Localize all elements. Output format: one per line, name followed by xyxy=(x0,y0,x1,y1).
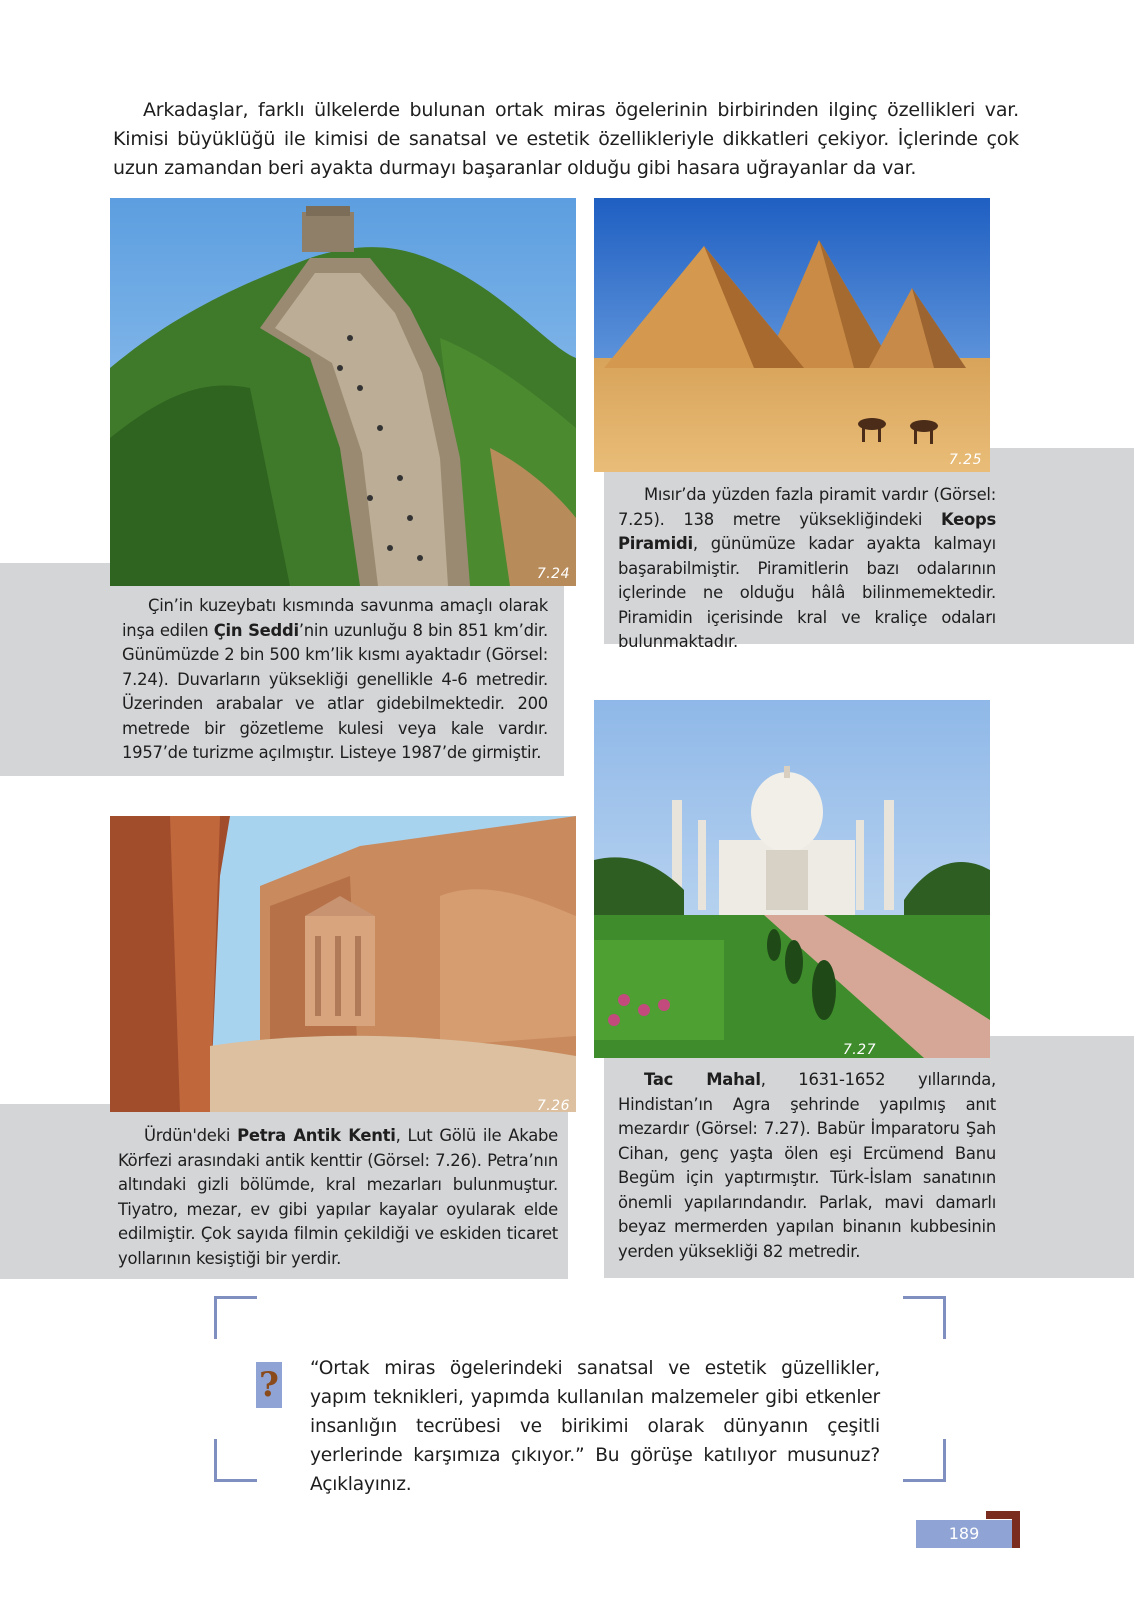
question-text: “Ortak miras ögelerindeki sanatsal ve estetik güzellikler, yapım teknikleri, yapımda kullanılan malzemeler gibi etkenler insanlığın tecrübesi ve birikimi olarak dünyanın çeşitli yerlerinde karşımıza çıkıyor.” Bu görüşe katılıyor musunuz? Açıklayınız. xyxy=(310,1358,880,1495)
page-corner xyxy=(1012,1511,1020,1548)
caption-great-wall-pre: Çin’in kuzeybatı kısmında savunma amaçlı olarak inşa edilen xyxy=(122,596,548,640)
caption-pyramids xyxy=(618,483,996,655)
figure-number-7-25: 7.25 xyxy=(948,452,982,468)
bracket-bottom-left xyxy=(214,1439,257,1482)
figure-number-7-27: 7.27 xyxy=(842,1042,876,1058)
caption-taj-mahal-bold: Tac Mahal xyxy=(644,1070,761,1089)
caption-petra-pre: Ürdün'deki xyxy=(144,1126,238,1145)
caption-taj-mahal xyxy=(618,1068,996,1264)
caption-pyramids-bold: Keops Piramidi xyxy=(618,509,996,553)
figure-number-7-26: 7.26 xyxy=(536,1098,570,1112)
caption-great-wall-bold: Çin Seddi xyxy=(213,620,299,640)
pyramids-photo xyxy=(594,198,990,472)
question-mark-icon: ? xyxy=(256,1362,282,1408)
caption-petra-post: , Lut Gölü ile Akabe Körfezi arasındaki antik kenttir (Görsel: 7.26). Petra’nın altındaki gizli bölümde, kral mezarları bulunmuştur. Tiyatro, mezar, ev gibi yapılar kayalar oyularak elde edilmiştir. Çok sayıda filmin çekildiği ve eskiden ticaret yollarının kesiştiği bir yerdir. xyxy=(118,1126,558,1268)
caption-pyramids-pre: Mısır’da yüzden fazla piramit vardır (Görsel: 7.25). 138 metre yüksekliğindeki xyxy=(618,485,996,529)
figure-number-7-24: 7.24 xyxy=(536,566,570,582)
caption-pyramids-post: , günümüze kadar ayakta kalmayı başarabilmiştir. Piramitlerin bazı odalarının içlerinde ne olduğu hâlâ bilinmemektedir. Piramidin içerisinde kral ve kraliçe odaları bulunmaktadır. xyxy=(618,534,996,651)
intro-paragraph: Arkadaşlar, farklı ülkelerde bulunan ortak miras ögelerinin birbirinden ilginç özellikleri var. Kimisi büyüklüğü ile kimisi de sanatsal ve estetik özellikleriyle dikkatleri çekiyor. İçlerinde çok uzun zamandan beri ayakta durmayı başaranlar olduğu gibi hasara uğrayanlar da var. xyxy=(113,99,1019,179)
petra-photo xyxy=(110,816,576,1112)
bracket-top-right xyxy=(903,1296,946,1339)
caption-taj-mahal-post: , 1631-1652 yıllarında, Hindistan’ın Agra şehrinde yapılmış anıt mezardır (Görsel: 7.27). Babür İmparatoru Şah Cihan, genç yaşta ölen eşi Ercümend Banu Begüm için yaptırmıştır. Türk-İslam sanatının önemli yapılarındandır. Parlak, mavi damarlı beyaz mermerden yapılan binanın kubbesinin yerden yüksekliği 82 metredir. xyxy=(618,1070,996,1261)
caption-great-wall xyxy=(122,594,548,766)
great-wall-photo xyxy=(110,198,576,586)
bracket-top-left xyxy=(214,1296,257,1339)
page-number: 189 xyxy=(916,1520,1012,1548)
caption-petra xyxy=(118,1124,558,1271)
bracket-bottom-right xyxy=(903,1439,946,1482)
caption-petra-bold: Petra Antik Kenti xyxy=(237,1126,396,1145)
taj-mahal-photo xyxy=(594,700,990,1058)
caption-great-wall-post: ’nin uzunluğu 8 bin 851 km’dir. Günümüzde 2 bin 500 km’lik kısmı ayaktadır (Görsel: 7.24). Duvarların yüksekliği genellikle 4-6 metredir. Üzerinden arabalar ve atlar gidebilmektedir. 200 metrede bir gözetleme kulesi veya kale vardır. 1957’de turizme açılmıştır. Listeye 1987’de girmiştir. xyxy=(122,620,548,762)
